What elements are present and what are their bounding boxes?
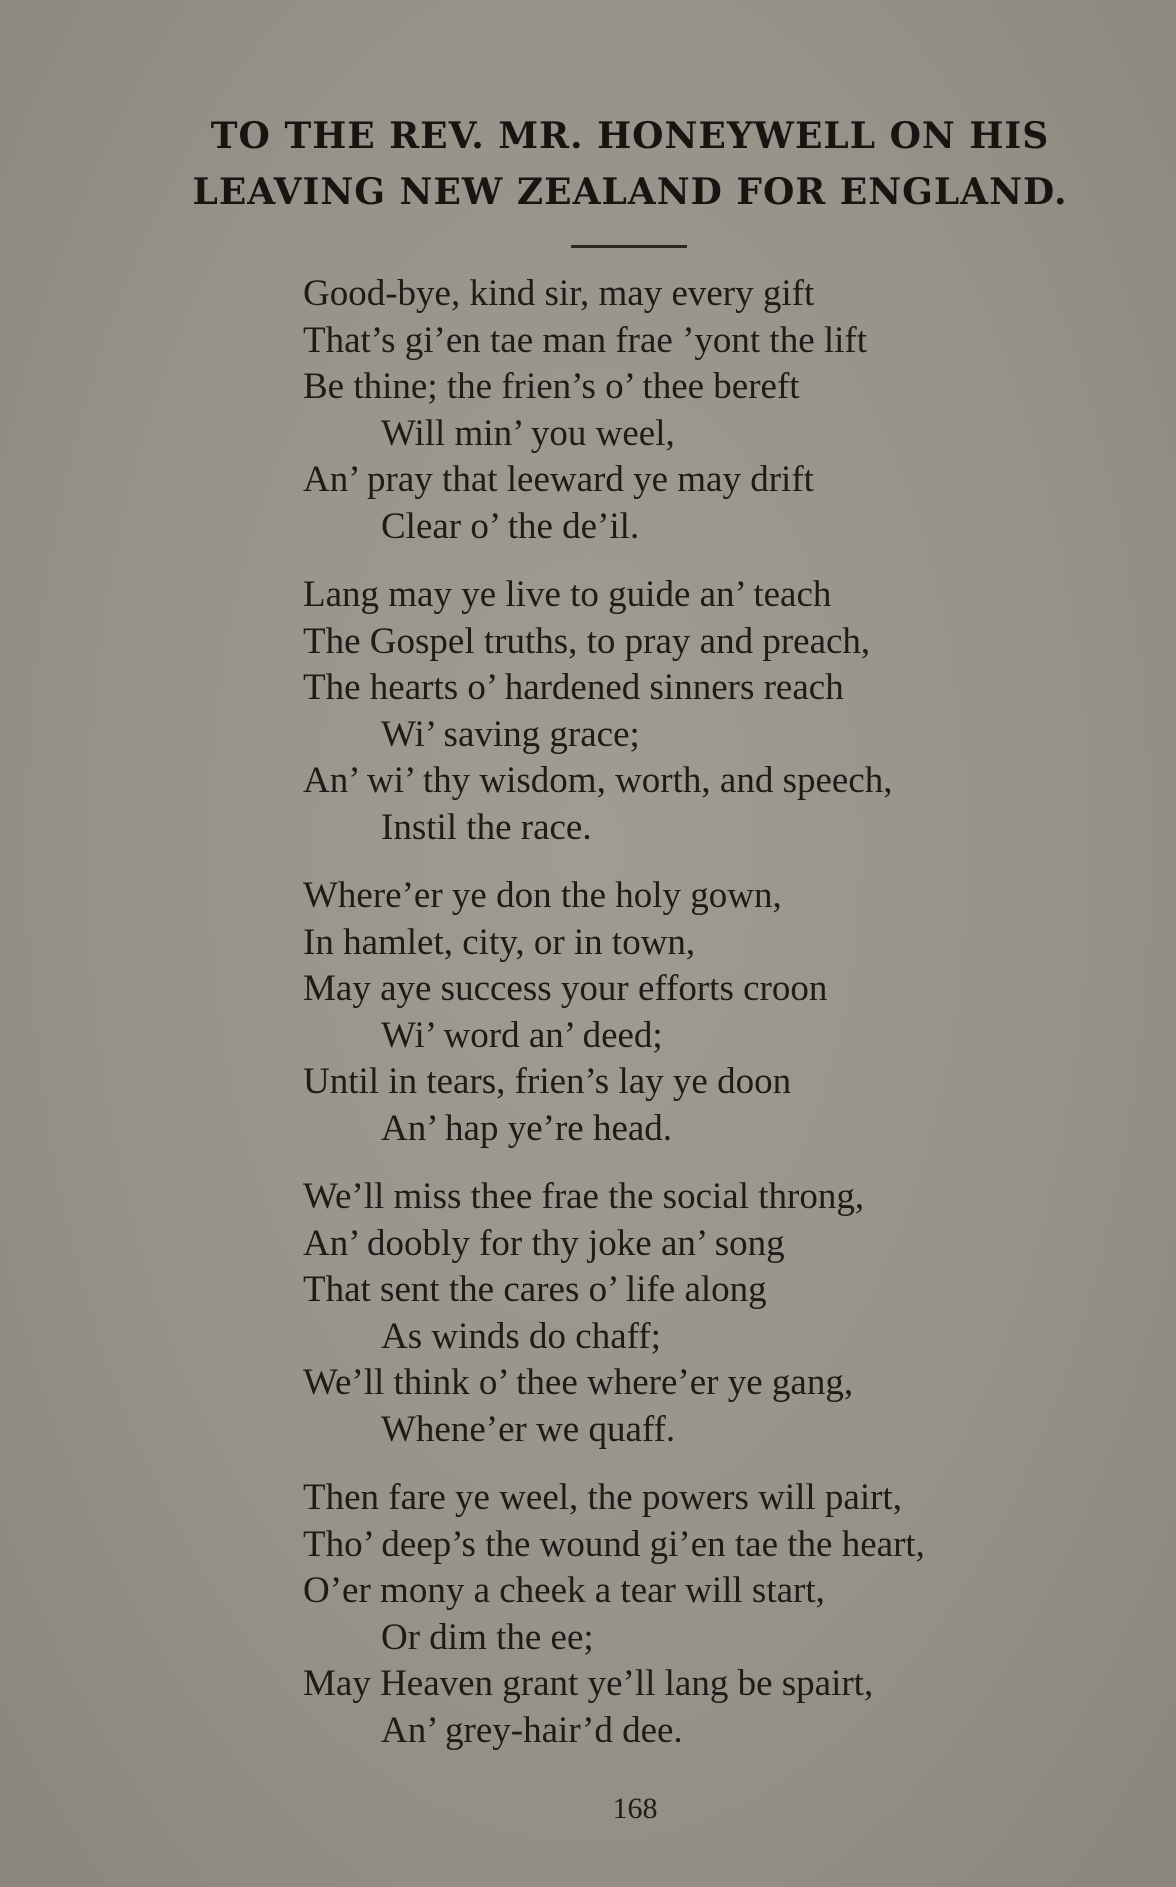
poem-line: Where’er ye don the holy gown, — [303, 875, 782, 916]
poem-line: May aye success your efforts croon — [303, 968, 828, 1009]
poem-line-indented: Wi’ word an’ deed; — [381, 1014, 663, 1056]
poem-line: The Gospel truths, to pray and preach, — [303, 620, 871, 662]
poem-line-indented: An’ hap ye’re head. — [381, 1107, 673, 1149]
poem-line: Until in tears, frien’s lay ye doon — [303, 1061, 792, 1102]
stanza — [303, 873, 1063, 1152]
poem-line: An’ doobly for thy joke an’ song — [303, 1222, 785, 1264]
poem-line: The hearts o’ hardened sinners reach — [303, 667, 844, 708]
poem-line: Be thine; the frien’s o’ thee bereft — [303, 366, 800, 407]
page-number: 168 — [612, 1792, 658, 1825]
stanza — [303, 1475, 1063, 1754]
poem-line: We’ll think o’ thee where’er ye gang, — [303, 1362, 854, 1403]
poem-title — [190, 108, 1070, 220]
stanza — [303, 1174, 1063, 1453]
title-line-2: LEAVING NEW ZEALAND FOR ENGLAND. — [192, 171, 1068, 213]
poem-line-indented: As winds do chaff; — [381, 1315, 661, 1357]
poem-line: We’ll miss thee frae the social throng, — [303, 1176, 865, 1217]
poem-line: An’ wi’ thy wisdom, worth, and speech, — [303, 760, 893, 801]
poem-line-indented: Or dim the ee; — [381, 1616, 594, 1658]
poem-line-indented: An’ grey-hair’d dee. — [381, 1709, 683, 1751]
poem-line-indented: Wi’ saving grace; — [381, 713, 640, 755]
stanza — [303, 271, 1063, 550]
poem-body — [303, 271, 1063, 1776]
poem-line-indented: Whene’er we quaff. — [381, 1408, 676, 1450]
title-divider — [571, 245, 687, 248]
poem-line: Then fare ye weel, the powers will pairt, — [303, 1477, 902, 1518]
poem-line: Tho’ deep’s the wound gi’en tae the heart, — [303, 1523, 925, 1565]
poem-line: O’er mony a cheek a tear will start, — [303, 1570, 825, 1611]
poem-line: Good-bye, kind sir, may every gift — [303, 273, 815, 314]
title-line-1: TO THE REV. MR. HONEYWELL ON HIS — [210, 115, 1050, 157]
poem-line-indented: Clear o’ the de’il. — [381, 505, 640, 547]
stanza — [303, 572, 1063, 851]
poem-line: Lang may ye live to guide an’ teach — [303, 574, 832, 615]
poem-line-indented: Will min’ you weel, — [381, 412, 675, 454]
poem-line: In hamlet, city, or in town, — [303, 921, 696, 963]
poem-line: An’ pray that leeward ye may drift — [303, 459, 814, 500]
poem-line-indented: Instil the race. — [381, 806, 592, 848]
poem-line: May Heaven grant ye’ll lang be spairt, — [303, 1663, 874, 1704]
poem-line: That sent the cares o’ life along — [303, 1269, 767, 1310]
poem-line: That’s gi’en tae man frae ’yont the lift — [303, 319, 868, 361]
